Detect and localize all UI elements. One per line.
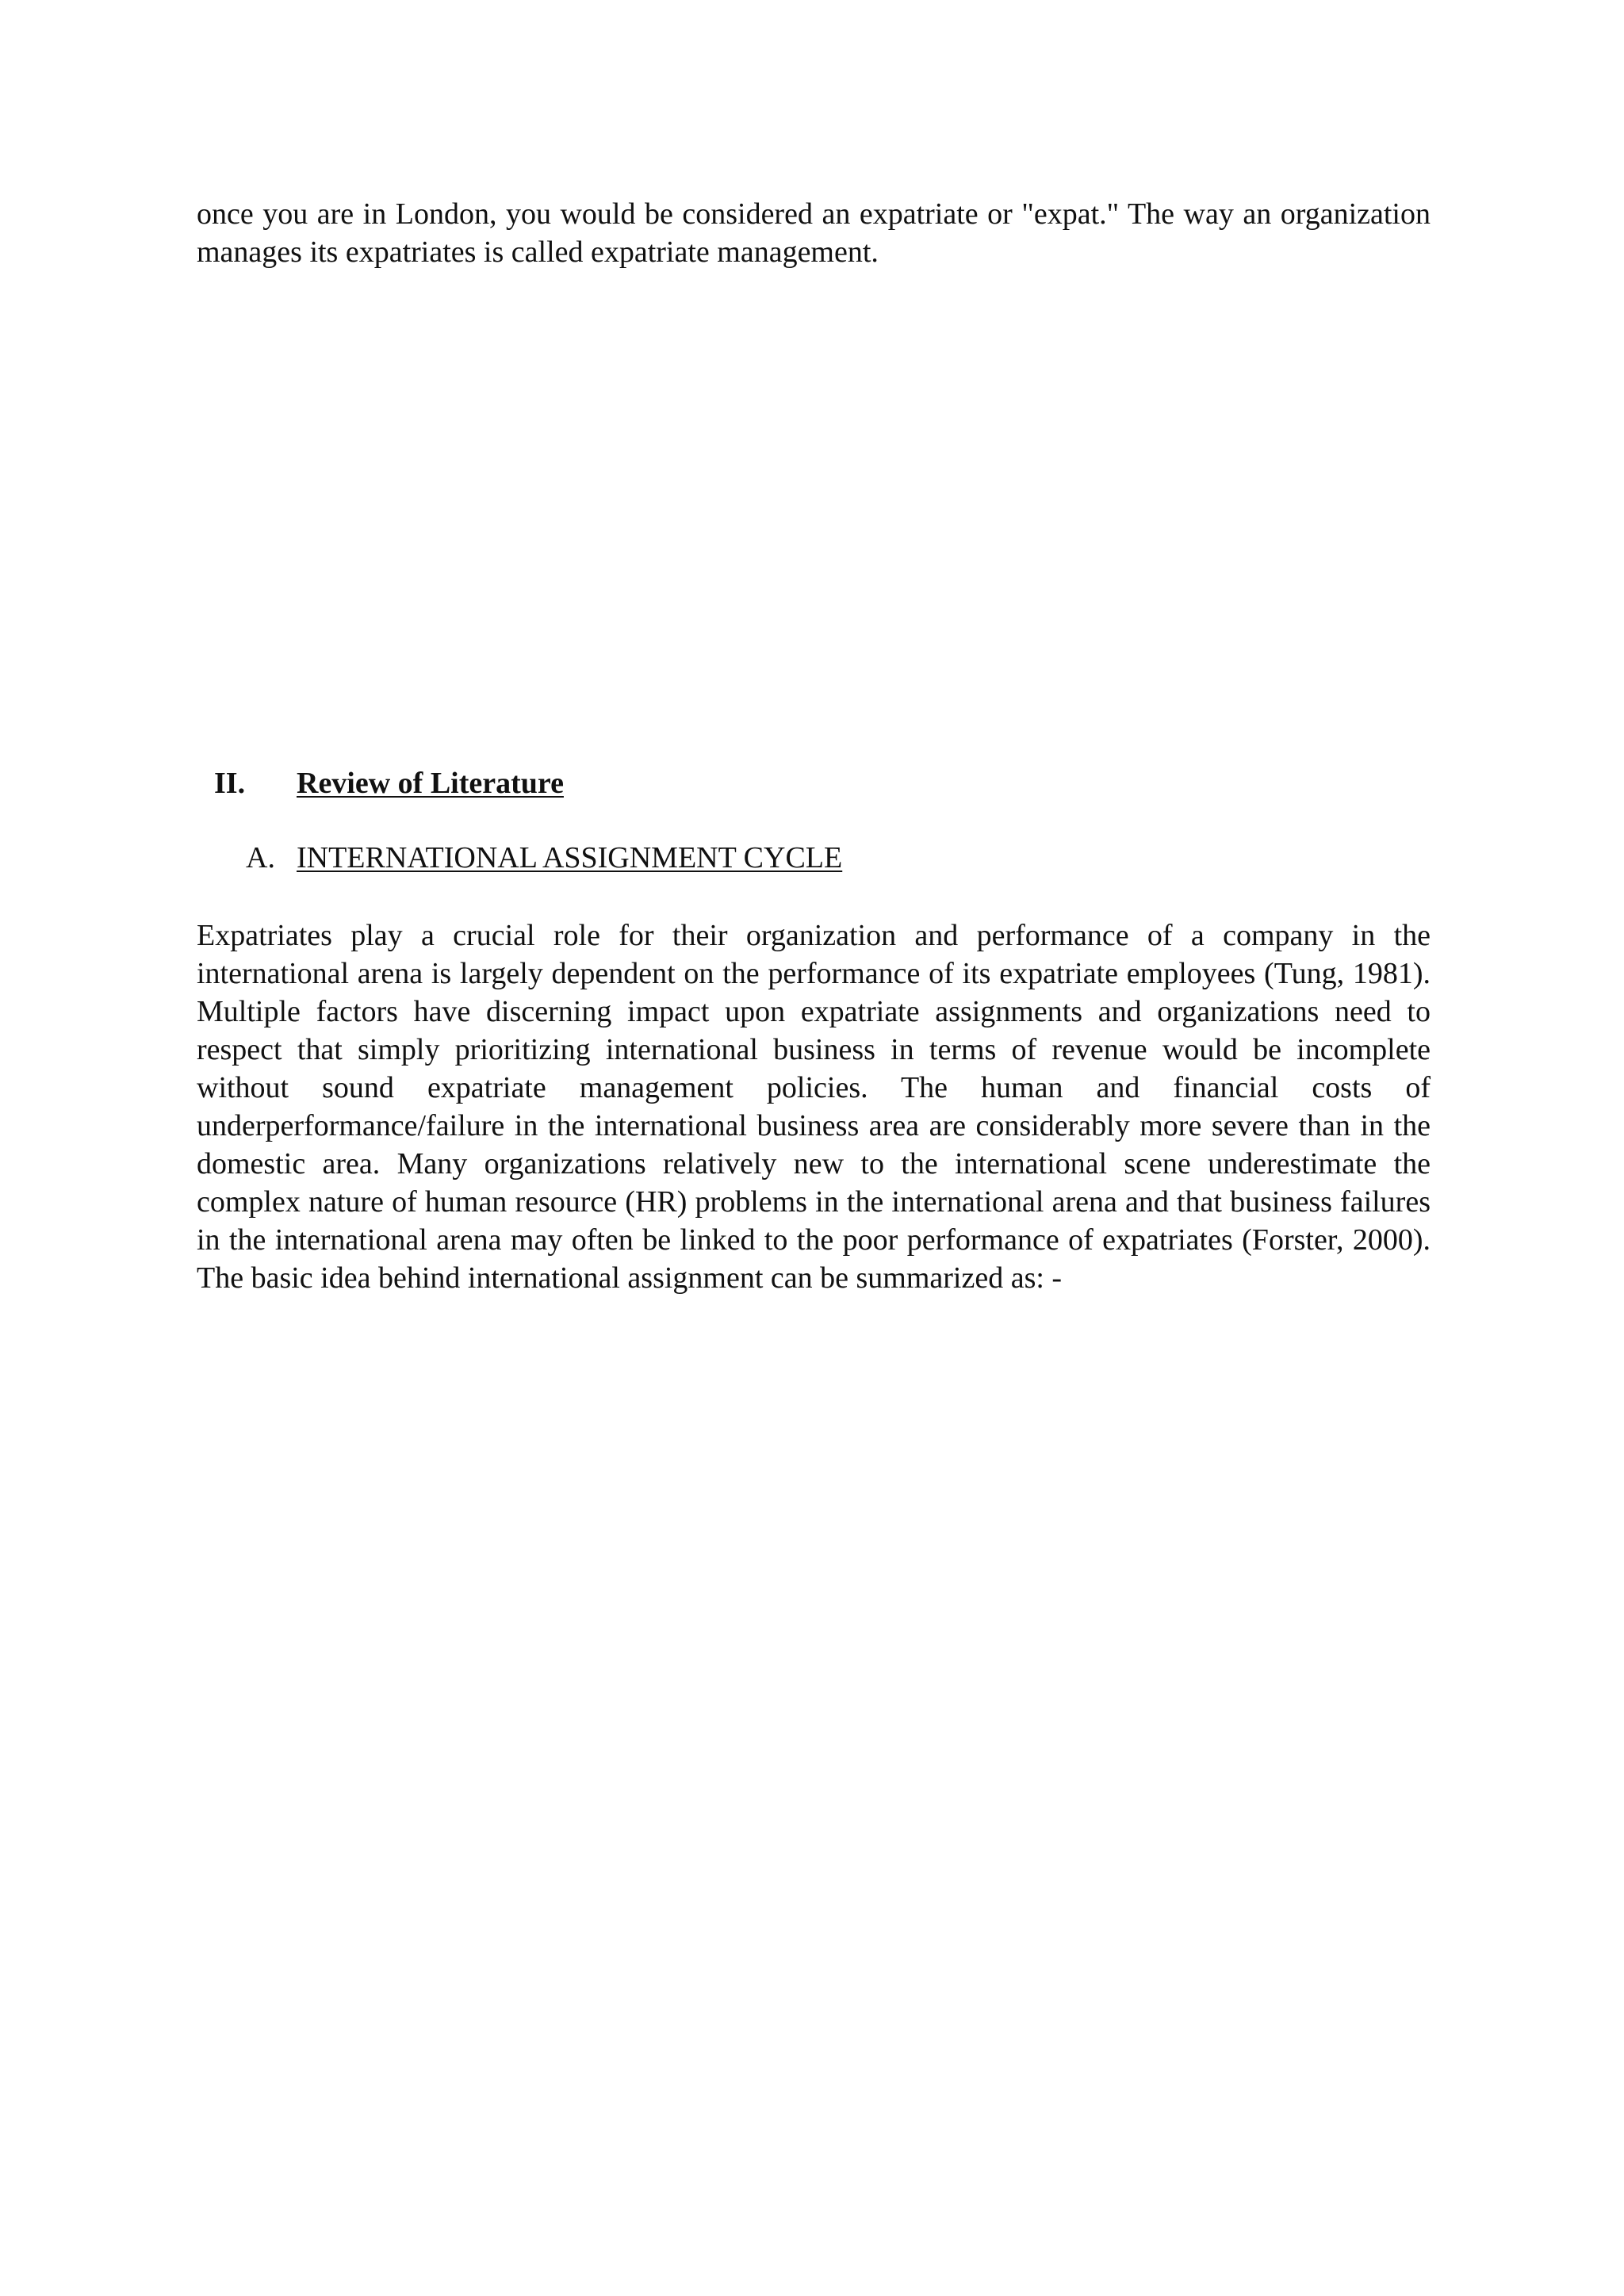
section-title: Review of Literature <box>297 767 564 800</box>
subsection-heading <box>246 839 842 877</box>
body-paragraph: Expatriates play a crucial role for their organization and performance of a company in the international arena is largely dependent on the performance of its expatriate employees (Tung, 1981). Multiple factors have discerning impact upon expatriate assignments and organizations need to respect that simply prioritizing international business in terms of revenue would be incomplete without sound expatriate management policies. The human and financial costs of underperformance/failure in the international business area are considerably more severe than in the domestic area. Many organizations relatively new to the international scene underestimate the complex nature of human resource (HR) problems in the international arena and that business failures in the international arena may often be linked to the poor performance of expatriates (Forster, 2000). The basic idea behind international assignment can be summarized as: - <box>197 919 1431 1295</box>
section-number: II. <box>214 767 246 800</box>
subsection-letter: A. <box>246 841 275 874</box>
subsection-title: INTERNATIONAL ASSIGNMENT CYCLE <box>297 841 843 874</box>
intro-paragraph: once you are in London, you would be considered an expatriate or "expat." The way an organization manages its expatriates is called expatriate management. <box>197 197 1431 269</box>
section-heading <box>214 764 564 802</box>
